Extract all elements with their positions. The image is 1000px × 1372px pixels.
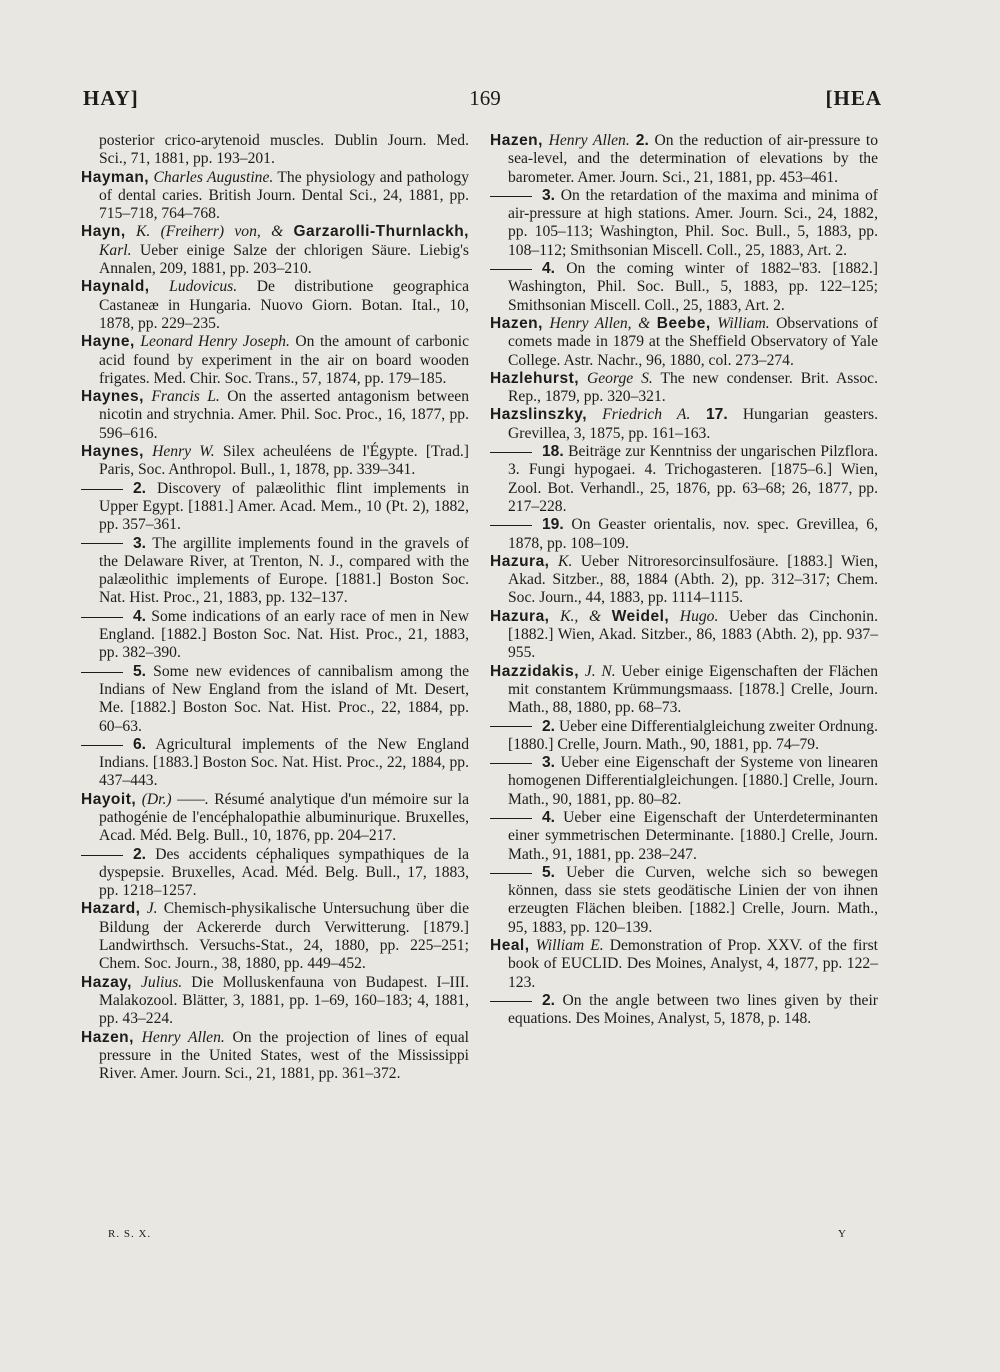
sub-entry	[81, 663, 469, 736]
bibliography-entry	[490, 663, 878, 718]
author-surname: Hayne,	[81, 333, 135, 351]
sub-entry	[81, 480, 469, 535]
running-header	[0, 86, 1000, 116]
author-surname: Hazen,	[490, 314, 543, 332]
bibliography-entry	[490, 937, 878, 992]
author-surname: Hazay,	[81, 973, 132, 991]
author-surname: Haynes,	[81, 388, 144, 406]
author-given: Henry W.	[143, 443, 215, 461]
entry-text: Discovery of palæolithic flint implements in Upper Egypt. [1881.] Amer. Acad. Mem., 10 (Pt. 2), 1882, pp. 357–361.	[99, 479, 469, 534]
sub-entry	[490, 260, 878, 315]
ditto-dash	[81, 543, 123, 544]
entry-text: Silex acheuléens de l'Égypte. [Trad.] Paris, Soc. Anthropol. Bull., 1, 1878, pp. 339–341.	[99, 443, 469, 479]
entry-text: Ueber eine Eigenschaft der Unterdeterminanten einer symmetrischen Determinante. [1880.] Crelle, Journ. Math., 91, 1881, pp. 238–247.	[508, 808, 878, 863]
author-given: Francis L.	[143, 388, 220, 406]
entry-number: 5.	[542, 863, 556, 881]
entry-text: Some indications of an early race of men in New England. [1882.] Boston Soc. Nat. Hist. Proc., 21, 1883, pp. 382–390.	[99, 607, 469, 662]
ditto-dash	[490, 1001, 532, 1002]
left-column	[81, 132, 469, 1083]
entry-text: Ueber Nitroresorcinsulfosäure. [1883.] Wien, Akad. Sitzber., 88, 1884 (Abth. 2), pp. 312–317; Chem. Soc. Journ., 44, 1883, pp. 1114–1115.	[508, 552, 879, 607]
entry-text: Ueber eine Eigenschaft der Systeme von linearen homogenen Differentialgleichungen. [1880.] Crelle, Journ. Math., 90, 1881, pp. 80–82.	[508, 754, 878, 808]
entry-text: On the coming winter of 1882–'83. [1882.] Washington, Phil. Soc. Bull., 5, 1883, pp. 122–125; Smithsonian Miscell. Coll., 25, 1883, Art. 2.	[508, 260, 878, 314]
entry-text: The physiology and pathology of dental caries. British Journ. Dental Sci., 24, 1881, pp. 715–718, 764–768.	[99, 168, 469, 223]
signature-mark: R. S. X.	[108, 1228, 152, 1240]
entry-text: posterior crico-arytenoid muscles. Dublin Journ. Med. Sci., 71, 1881, pp. 193–201.	[99, 132, 469, 168]
bibliography-entry	[81, 169, 469, 224]
entry-text: Ueber die Curven, welche sich so bewegen können, dass sie stets geodätische Linien der von ihnen erzeugten Flächen bleiben. [1882.] Crelle, Journ. Math., 95, 1883, pp. 120–139.	[508, 863, 878, 936]
sub-entry	[81, 132, 469, 169]
bibliography-entry	[81, 388, 469, 443]
sub-entry	[81, 535, 469, 608]
author-surname: Heal,	[490, 937, 530, 955]
entry-number: 3.	[542, 754, 556, 772]
entry-number: 17.	[690, 406, 728, 424]
coauthor-surname: Garzarolli-Thurnlackh,	[293, 223, 469, 241]
entry-text: On the amount of carbonic acid found by experiment in the air on board wooden frigates. Med. Chir. Soc. Trans., 57, 1874, pp. 179–185.	[99, 333, 469, 387]
author-surname: Hazslinszky,	[490, 406, 588, 424]
coauthor-given: Hugo.	[669, 607, 719, 625]
author-surname: Hazard,	[81, 900, 141, 918]
entry-text: Demonstration of Prop. XXV. of the first book of EUCLID. Des Moines, Analyst, 4, 1877, pp. 122–123.	[508, 937, 878, 991]
sub-entry	[490, 187, 878, 260]
bibliography-entry	[490, 132, 878, 187]
author-given: Henry Allen.	[542, 132, 630, 149]
coauthor-surname: Beebe,	[656, 314, 711, 332]
ditto-dash	[490, 525, 532, 526]
author-given: J.	[140, 900, 158, 918]
entry-number: 18.	[542, 443, 564, 461]
entry-number: 2.	[542, 991, 556, 1009]
right-column	[490, 132, 878, 1029]
author-surname: Hayn,	[81, 223, 126, 241]
bibliography-entry	[81, 900, 469, 973]
page-number: 169	[469, 86, 501, 110]
author-given: Ludovicus.	[149, 278, 238, 296]
bibliography-entry	[81, 333, 469, 388]
bibliography-entry	[490, 608, 878, 663]
sub-entry	[490, 864, 878, 937]
ditto-dash	[490, 269, 532, 270]
entry-text: Résumé analytique d'un mémoire sur la pathogénie de l'encéphalopathie albuminurique. Bruxelles, Acad. Méd. Belg. Bull., 10, 1876, pp. 204–217.	[99, 790, 470, 845]
ditto-dash	[490, 873, 532, 874]
ditto-dash	[490, 452, 532, 453]
sub-entry	[81, 846, 469, 901]
entry-number: 6.	[133, 735, 147, 753]
author-surname: Hazlehurst,	[490, 369, 580, 387]
author-surname: Hazura,	[490, 552, 550, 570]
author-given: Julius.	[131, 973, 183, 991]
entry-text: Ueber eine Differentialgleichung zweiter Ordnung. [1880.] Crelle, Journ. Math., 90, 1881, pp. 74–79.	[508, 717, 878, 753]
author-surname: Haynald,	[81, 278, 150, 296]
ditto-dash	[490, 818, 532, 819]
author-given: William E.	[529, 937, 604, 955]
entry-number: 3.	[542, 186, 556, 204]
sub-entry	[490, 992, 878, 1029]
author-given: Leonard Henry Joseph.	[134, 333, 290, 351]
entry-text: On the projection of lines of equal pressure in the United States, west of the Mississippi River. Amer. Journ. Sci., 21, 1881, pp. 361–372.	[99, 1028, 469, 1083]
sub-entry	[81, 736, 469, 791]
ditto-dash	[81, 489, 123, 490]
author-surname: Hayman,	[81, 168, 150, 186]
entry-text: Ueber einige Salze der chlorigen Säure. Liebig's Annalen, 209, 1881, pp. 203–210.	[99, 241, 469, 278]
entry-number: 4.	[542, 808, 556, 826]
author-surname: Hayoit,	[81, 790, 137, 808]
entry-text: Die Molluskenfauna von Budapest. I–III. Malakozool. Blätter, 3, 1881, pp. 1–69, 160–183; 4, 1881, pp. 43–224.	[99, 973, 469, 1028]
ditto-dash	[490, 196, 532, 197]
sub-entry	[490, 809, 878, 864]
entry-number: 19.	[542, 516, 564, 534]
entry-text: On the retardation of the maxima and minima of air-pressure at high stations. Amer. Journ. Sci., 24, 1882, pp. 105–113; Washington, Phil. Soc. Bull., 5, 1883, pp. 108–112; Smithsonian Miscell. Coll., 25, 1883, Art. 2.	[508, 186, 878, 259]
coauthor-given: Karl.	[99, 241, 132, 259]
author-surname: Hazen,	[81, 1028, 134, 1046]
header-right: [HEA	[825, 86, 882, 110]
author-given: K.	[549, 552, 573, 570]
author-given: Charles Augustine.	[149, 168, 274, 186]
entry-text: Some new evidences of cannibalism among the Indians of New England from the island of Mt. Desert, Me. [1882.] Boston Soc. Nat. Hist. Proc., 22, 1884, pp. 60–63.	[99, 662, 469, 735]
entry-text: Agricultural implements of the New England Indians. [1883.] Boston Soc. Nat. Hist. Proc., 22, 1884, pp. 437–443.	[99, 735, 469, 790]
entry-text: On the angle between two lines given by their equations. Des Moines, Analyst, 5, 1878, p. 148.	[508, 991, 878, 1028]
ditto-dash	[81, 855, 123, 856]
author-given: J. N.	[579, 662, 616, 680]
bibliography-entry	[490, 553, 878, 608]
header-left: HAY]	[83, 86, 139, 110]
entry-text: The new condenser. Brit. Assoc. Rep., 1879, pp. 320–321.	[508, 369, 879, 406]
ditto-dash	[81, 617, 123, 618]
ditto-dash	[81, 745, 123, 746]
entry-text: Ueber einige Eigenschaften der Flächen mit constantem Krümmungsmaass. [1878.] Crelle, Journ. Math., 88, 1880, pp. 68–73.	[508, 662, 878, 717]
author-surname: Hazen,	[490, 132, 543, 149]
sub-entry	[490, 718, 878, 755]
author-given: Henry Allen, &	[542, 314, 657, 332]
ditto-dash	[490, 726, 532, 727]
entry-text: On Geaster orientalis, nov. spec. Grevillea, 6, 1878, pp. 108–109.	[508, 516, 878, 552]
bibliography-entry	[490, 370, 878, 407]
entry-number: 5.	[133, 662, 147, 680]
entry-text: De distributione geographica Castaneæ in Hungaria. Nuovo Giorn. Botan. Ital., 10, 1878, pp. 229–235.	[99, 278, 469, 332]
entry-number: 4.	[542, 260, 556, 278]
entry-number: 2.	[133, 845, 147, 863]
entry-number: 2.	[133, 479, 147, 497]
author-surname: Hazzidakis,	[490, 662, 580, 680]
entry-number: 3.	[133, 534, 147, 552]
bibliography-entry	[81, 443, 469, 480]
entry-text: Des accidents céphaliques sympathiques de la dyspepsie. Bruxelles, Acad. Méd. Belg. Bull., 17, 1883, pp. 1218–1257.	[99, 845, 469, 900]
entry-text: Hungarian geasters. Grevillea, 3, 1875, pp. 161–163.	[508, 406, 878, 442]
bibliography-entry	[81, 791, 469, 846]
entry-text: On the asserted antagonism between nicotin and strychnia. Amer. Phil. Soc. Proc., 16, 1877, pp. 596–616.	[99, 388, 469, 442]
ditto-dash	[81, 672, 123, 673]
bibliography-entry	[81, 974, 469, 1029]
entry-text: On the reduction of air-pressure to sea-level, and the determination of elevations by the barometer. Amer. Journ. Sci., 21, 1881, pp. 453–461.	[508, 132, 879, 186]
entry-number: 4.	[133, 607, 147, 625]
author-surname: Haynes,	[81, 443, 144, 461]
bibliography-entry	[81, 1029, 469, 1084]
entry-text: Beiträge zur Kenntniss der ungarischen Pilzflora. 3. Fungi hypogaei. 4. Trichogasteren. [1875–6.] Wien, Zool. Bot. Verhandl., 25, 1876, pp. 63–68; 26, 1877, pp. 217–228.	[508, 443, 878, 515]
entry-text: Chemisch-physikalische Untersuchung über die Bildung der Ackererde durch Verwitterung. [1879.] Landwirthsch. Versuchs-Stat., 24, 1880, pp. 225–251; Chem. Soc. Journ., 38, 1880, pp. 449–452.	[99, 900, 470, 973]
coauthor-given: William.	[710, 314, 770, 332]
sub-entry	[81, 608, 469, 663]
sub-entry	[490, 754, 878, 809]
bibliography-entry	[81, 278, 469, 333]
author-given: K., &	[549, 607, 612, 625]
bibliography-entry	[81, 223, 469, 278]
author-given: Henry Allen.	[133, 1028, 225, 1046]
bibliography-entry	[490, 315, 878, 370]
entry-number: 2.	[629, 132, 649, 149]
ditto-dash	[490, 763, 532, 764]
entry-text: Ueber das Cinchonin. [1882.] Wien, Akad. Sitzber., 86, 1883 (Abth. 2), pp. 937–955.	[508, 607, 878, 662]
bibliography-entry	[490, 406, 878, 443]
sub-entry	[490, 516, 878, 553]
author-given: (Dr.) ——.	[136, 790, 209, 808]
author-given: George S.	[579, 369, 653, 387]
author-given: K. (Freiherr) von, &	[125, 223, 294, 241]
gathering-mark: Y	[838, 1228, 847, 1240]
entry-text: Observations of comets made in 1879 at the Sheffield Observatory of Yale College. Astr. Nachr., 96, 1880, col. 273–274.	[508, 314, 878, 369]
entry-text: The argillite implements found in the gravels of the Delaware River, at Trenton, N. J., compared with the palæolithic implements of Europe. [1881.] Boston Soc. Nat. Hist. Proc., 21, 1883, pp. 132–137.	[99, 534, 469, 607]
entry-number: 2.	[542, 717, 556, 735]
author-surname: Hazura,	[490, 607, 550, 625]
author-given: Friedrich A.	[587, 406, 691, 424]
sub-entry	[490, 443, 878, 516]
coauthor-surname: Weidel,	[611, 607, 670, 625]
